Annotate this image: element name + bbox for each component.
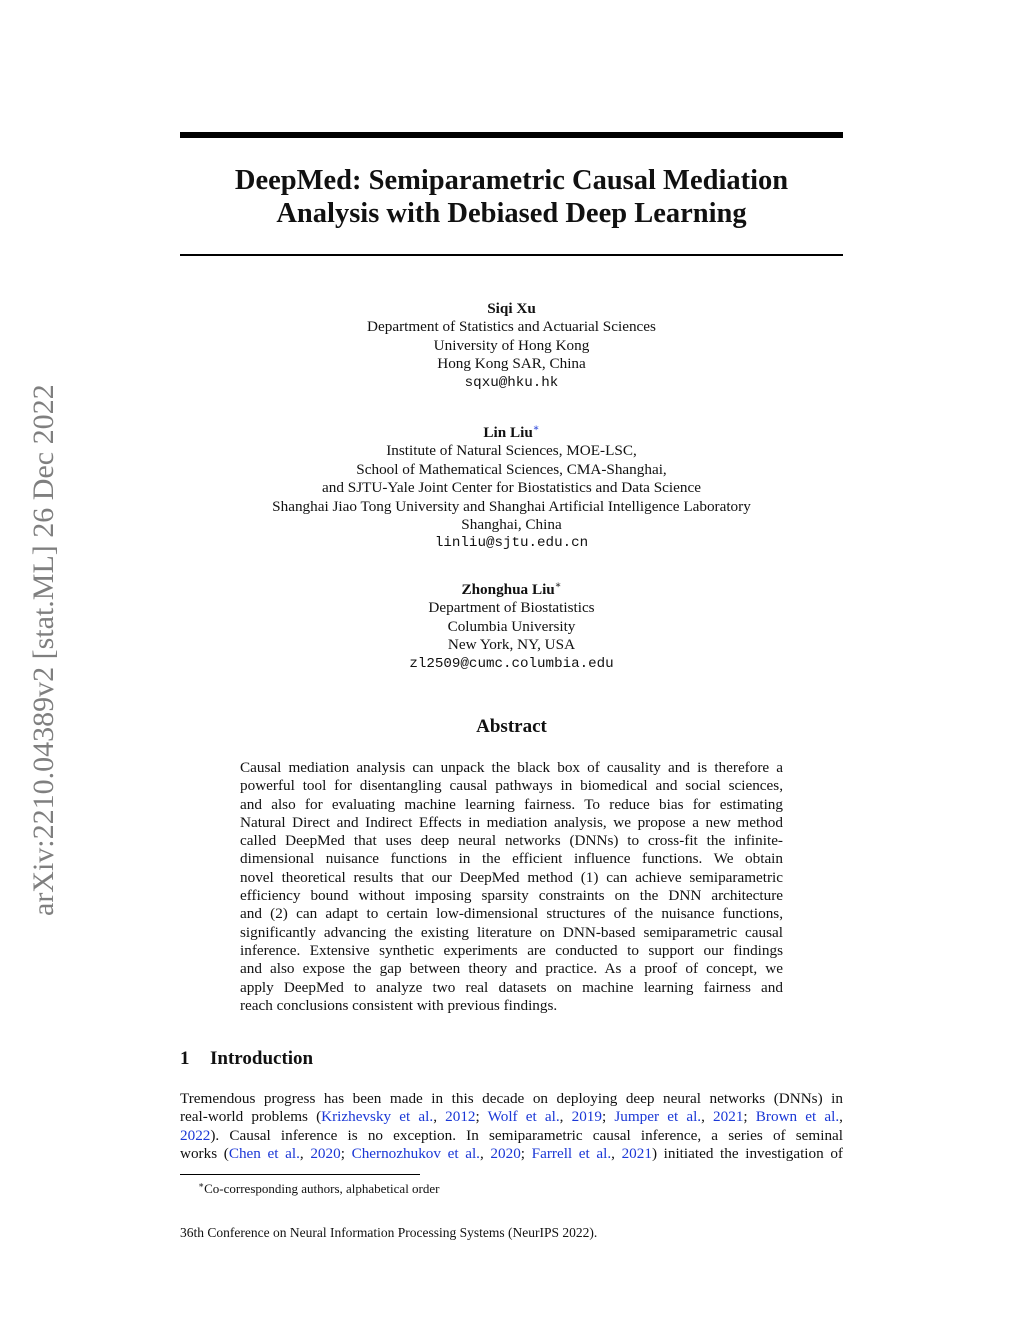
footnote xyxy=(198,1177,440,1197)
affiliation-line: Hong Kong SAR, China xyxy=(437,355,586,373)
corresponding-author-marker[interactable]: ∗ xyxy=(532,423,540,434)
section-number: 1 xyxy=(180,1048,190,1069)
paper-title xyxy=(180,164,843,230)
author-block-lin-liu xyxy=(180,420,843,553)
abstract-line: Natural Direct and Indirect Effects in mediation analysis, we propose a new method xyxy=(240,813,783,831)
citation-year-link[interactable]: 2020 xyxy=(310,1145,341,1163)
citation-link[interactable]: Farrell et al. xyxy=(531,1145,612,1163)
author-email[interactable]: sqxu@hku.hk xyxy=(464,374,559,391)
citation-link[interactable]: Brown et al. xyxy=(755,1108,840,1126)
title-line: Analysis with Debiased Deep Learning xyxy=(276,198,747,229)
affiliation-line: Shanghai Jiao Tong University and Shanghai Artificial Intelligence Laboratory xyxy=(272,497,751,515)
footnote-text: Co-corresponding authors, alphabetical order xyxy=(204,1181,440,1196)
abstract-line: inference. Extensive synthetic experiments are conducted to support our findings xyxy=(240,941,783,959)
citation-link[interactable]: Chernozhukov et al. xyxy=(351,1145,480,1163)
paragraph-line: real-world problems (Krizhevsky et al., 2012; Wolf et al., 2019; Jumper et al., 2021; Brown et al., xyxy=(180,1108,843,1126)
abstract-line: apply DeepMed to analyze two real datasets on machine learning fairness and xyxy=(240,978,783,996)
paragraph-line: Tremendous progress has been made in this decade on deploying deep neural networks (DNNs) in xyxy=(180,1090,843,1107)
affiliation-line: New York, NY, USA xyxy=(447,636,576,654)
abstract-line: and (2) can adapt to certain low-dimensional structures of the nuisance functions, xyxy=(240,905,783,923)
abstract-line: significantly advancing the existing literature on DNN-based semiparametric causal xyxy=(240,923,783,941)
affiliation-line: Department of Biostatistics xyxy=(428,599,595,617)
author-name: Siqi Xu xyxy=(487,300,536,317)
abstract-line: called DeepMed that uses deep neural networks (DNNs) to cross-fit the infinite- xyxy=(240,832,783,850)
affiliation-line: Department of Statistics and Actuarial Sciences xyxy=(367,318,656,336)
footnote-marker: ∗ xyxy=(198,1180,205,1190)
author-name: Lin Liu∗ xyxy=(483,423,540,441)
corresponding-author-marker: ∗ xyxy=(554,580,562,591)
citation-year-link[interactable]: 2022 xyxy=(180,1126,211,1144)
abstract-line: and also expose the gap between theory and practice. As a proof of concept, we xyxy=(240,960,783,978)
title-bottom-rule xyxy=(180,254,843,256)
citation-link[interactable]: Jumper et al. xyxy=(614,1108,702,1126)
affiliation-line: University of Hong Kong xyxy=(433,336,590,354)
title-top-rule xyxy=(180,132,843,138)
abstract-line: Causal mediation analysis can unpack the black box of causality and is therefore a xyxy=(240,759,783,776)
citation-year-link[interactable]: 2020 xyxy=(490,1145,521,1163)
author-email[interactable]: zl2509@cumc.columbia.edu xyxy=(409,655,614,672)
citation-link[interactable]: Krizhevsky et al. xyxy=(321,1108,434,1126)
affiliation-line: Shanghai, China xyxy=(461,516,562,534)
section-heading-introduction xyxy=(180,1048,313,1070)
affiliation-line: Institute of Natural Sciences, MOE-LSC, xyxy=(386,442,637,460)
introduction-paragraph xyxy=(180,1090,843,1164)
abstract-line: reach conclusions consistent with previous findings. xyxy=(240,996,558,1014)
affiliation-line: and SJTU-Yale Joint Center for Biostatistics and Data Science xyxy=(322,479,701,497)
author-email[interactable]: linliu@sjtu.edu.cn xyxy=(434,535,589,552)
abstract-heading: Abstract xyxy=(476,716,547,737)
abstract-line: novel theoretical results that our DeepMed method (1) can achieve semiparametric xyxy=(240,868,783,886)
citation-year-link[interactable]: 2019 xyxy=(571,1108,602,1126)
abstract-body xyxy=(240,759,783,1015)
citation-link[interactable]: Wolf et al. xyxy=(487,1108,560,1126)
section-title: Introduction xyxy=(210,1048,314,1069)
affiliation-line: School of Mathematical Sciences, CMA-Shanghai, xyxy=(356,460,667,478)
author-block-zhonghua-liu xyxy=(180,577,843,673)
citation-year-link[interactable]: 2021 xyxy=(713,1108,744,1126)
abstract-line: dimensional nuisance functions in the efficient influence functions. We obtain xyxy=(240,850,783,868)
abstract-line: and also for evaluating machine learning fairness. To reduce bias for estimating xyxy=(240,795,783,813)
title-line: DeepMed: Semiparametric Causal Mediation xyxy=(234,165,789,196)
arxiv-identifier: arXiv:2210.04389v2 [stat.ML] 26 Dec 2022 xyxy=(27,384,60,916)
citation-year-link[interactable]: 2012 xyxy=(445,1108,476,1126)
citation-link[interactable]: Chen et al. xyxy=(228,1145,300,1163)
paragraph-line: 2022). Causal inference is no exception. In semiparametric causal inference, a series of seminal xyxy=(180,1126,843,1144)
venue-line: 36th Conference on Neural Information Processing Systems (NeurIPS 2022). xyxy=(180,1225,598,1240)
footnote-rule xyxy=(180,1174,420,1175)
citation-year-link[interactable]: 2021 xyxy=(621,1145,652,1163)
paragraph-line: works (Chen et al., 2020; Chernozhukov et al., 2020; Farrell et al., 2021) initiated the investigation of xyxy=(180,1145,843,1163)
author-name: Zhonghua Liu∗ xyxy=(461,580,562,598)
abstract-line: efficiency bound without imposing sparsity constraints on the DNN architecture xyxy=(240,887,783,905)
author-block-siqi-xu xyxy=(180,300,843,392)
affiliation-line: Columbia University xyxy=(447,617,576,635)
abstract-line: powerful tool for disentangling causal pathways in biomedical and social sciences, xyxy=(240,777,783,795)
